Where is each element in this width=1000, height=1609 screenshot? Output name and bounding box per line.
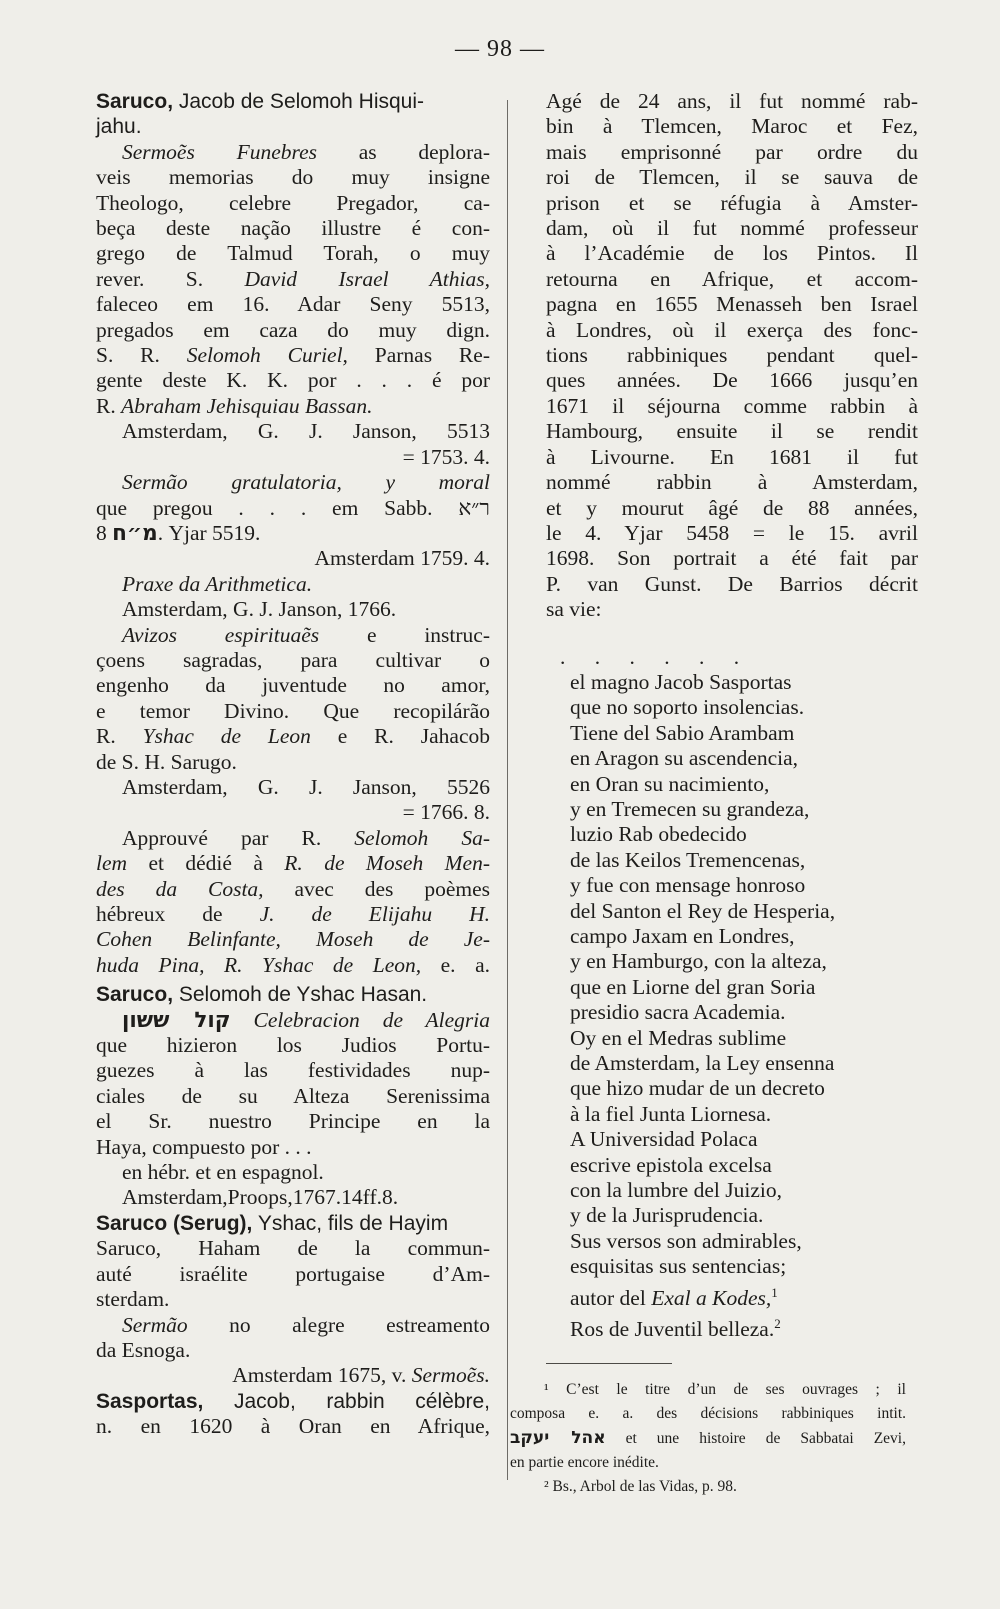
entry-saruco-yshac: Saruco (Serug), Yshac, fils de Hayim [96, 1211, 449, 1235]
verse-block: el magno Jacob Sasportas que no soporto insolencias. Tiene del Sabio Arambam en Aragon su ascendencia, en Oran su nacimiento, y en Tremecen su grandeza, luzio Rab obedecido de las Keilos Tremencenas, y fue con mensage honroso del Santon el Rey de Hesperia, campo Jaxam en Londres, y en Hamburgo, con la alteza, que en Liorne del gran Soria presidio sacra Academia. Oy en el Medras sublime de Amsterdam, la Ley ensenna que hizo mudar de un decreto à la fiel Junta Liornesa. A Universidad Polaca escrive epistola excelsa con la lumbre del Juizio, y de la Jurisprudencia. Sus versos son admirables, esquisitas sus sentencias; autor del Exal a Kodes,$^1$ Ros de Juventil belleza.$^2$ [570, 669, 836, 1342]
column-divider [507, 100, 508, 1480]
work-title: Sermão no alegre estreamento [122, 1312, 490, 1337]
entry-saruco-selomoh: Saruco, Selomoh de Yshac Hasan. [96, 983, 428, 1007]
left-column: Saruco, Jacob de Selomoh Hisqui- jahu. Sermoẽs Funebres as deplora- veis memorias do muy insigne Theologo, celebre Pregador, ca- beça deste nação illustre é con- grego de Talmud Torah, o muy rever. S. David Israel Athias, faleceo em 16. Adar Seny 5513, pregados em caza do muy dign. S. R. Selomoh Curiel, Parnas Re- gente deste K. K. por . . . é por R. Abraham Jehisquiau Bassan. Amsterdam, G. J. Janson, 5513 = 1753. 4. Sermão gratulatoria, y moral que pregou . . . em Sabb. ר״א מ״ח 8. Yjar 5519. Amsterdam 1759. 4. Praxe da Arithmetica. Amsterdam, G. J. Janson, 1766. Avizos espirituaẽs e instruc- çoens sagradas, para cultivar o engenho da juventude no amor, e temor Divino. Que recopilárão R. Yshac de Leon e R. Jahacob de S. H. Sarugo. Amsterdam, G. J. Janson, 5526 = 1766. 8. Approuvé par R. Selomoh Sa- lem et dédié à R. de Moseh Men- des da Costa, avec des poèmes hébreux de J. de Elijahu H. Cohen Belinfante, Moseh de Je- huda Pina, R. Yshac de Leon, e. a. Saruco, Selomoh de Yshac Hasan. קול ששון Celebracion de Alegria que hizieron los Judios Portu- guezes à las festividades nup- ciales de su Alteza Serenissima el Sr. nuestro Principe en la Haya, compuesto por . . . en hébr. et en espagnol. Amsterdam,Proops,1767.14ff.8. Saruco (Serug), Yshac, fils de Hayim Saruco, Haham de la commun- auté israélite portugaise d’Am- sterdam. Sermão no alegre estreamento da Esnoga. Amsterdam 1675, v. Sermoẽs. Sasportas, Jacob, rabbin célèbre, n. en 1620 à Oran en Afrique, [96, 90, 491, 1439]
entry-sasportas: Sasportas, Jacob, rabbin célèbre, [96, 1389, 490, 1413]
footnote-ref-2: 2 [774, 1316, 781, 1332]
entry-saruco-jacob: Saruco, Jacob de Selomoh Hisqui- [96, 90, 424, 113]
page-number: — 98 — [455, 36, 545, 62]
footnotes: ¹ C’est le titre d’un de ses ouvrages ; il composa e. a. des décisions rabbiniques intit. אהל יעקב et une histoire de Sabbatai Zevi, en partie encore inédite. ² Bs., Arbol de las Vidas, p. 98. [510, 1380, 906, 1495]
ellipsis-dots: . . . . . . [560, 644, 752, 669]
footnote-rule [546, 1363, 672, 1364]
work-title: Sermão gratulatoria, y moral [122, 470, 490, 495]
work-title: קול ששון Celebracion de Alegria [122, 1007, 490, 1033]
work-title: Sermoẽs Funebres as deplora- [122, 139, 490, 164]
right-column: Agé de 24 ans, il fut nommé rab- bin à Tlemcen, Maroc et Fez, mais emprisonné par ordre du roi de Tlemcen, il se sauva de prison et se réfugia à Amster- dam, où il fut nommé professeur à l’Académie de los Pintos. Il retourna en Afrique, et accom- pagna en 1655 Menasseh ben Israel à Londres, où il exerça des fonc- tions rabbiniques pendant quel- ques années. De 1666 jusqu’en 1671 il séjourna comme rabbin à Hambourg, ensuite il se rendit à Livourne. En 1681 il fut nommé rabbin à Amsterdam, et y mourut âgé de 88 années, le 4. Yjar 5458 = le 15. avril 1698. Son portrait a été fait par P. van Gunst. De Barrios décrit sa vie: . . . . . . el magno Jacob Sasportas que no soporto insolencias. Tiene del Sabio Arambam en Aragon su ascendencia, en Oran su nacimiento, y en Tremecen su grandeza, luzio Rab obedecido de las Keilos Tremencenas, y fue con mensage honroso del Santon el Rey de Hesperia, campo Jaxam en Londres, y en Hamburgo, con la alteza, que en Liorne del gran Soria presidio sacra Academia. Oy en el Medras sublime de Amsterdam, la Ley ensenna que hizo mudar de un decreto à la fiel Junta Liornesa. A Universidad Polaca escrive epistola excelsa con la lumbre del Juizio, y de la Jurisprudencia. Sus versos son admirables, esquisitas sus sentencias; autor del Exal a Kodes,$^1$ Ros de Juventil belleza.$^2$ ¹ C’est le titre d’un de ses ouvrages ; il composa e. a. des décisions rabbiniques intit. אהל יעקב et une histoire de Sabbatai Zevi, en partie encore inédite. ² Bs., Arbol de las Vidas, p. 98. [546, 89, 918, 1499]
work-title: Praxe da Arithmetica. [122, 571, 313, 596]
footnote-ref-1: 1 [771, 1284, 778, 1300]
work-title: Avizos espirituaẽs e instruc- [122, 622, 491, 647]
